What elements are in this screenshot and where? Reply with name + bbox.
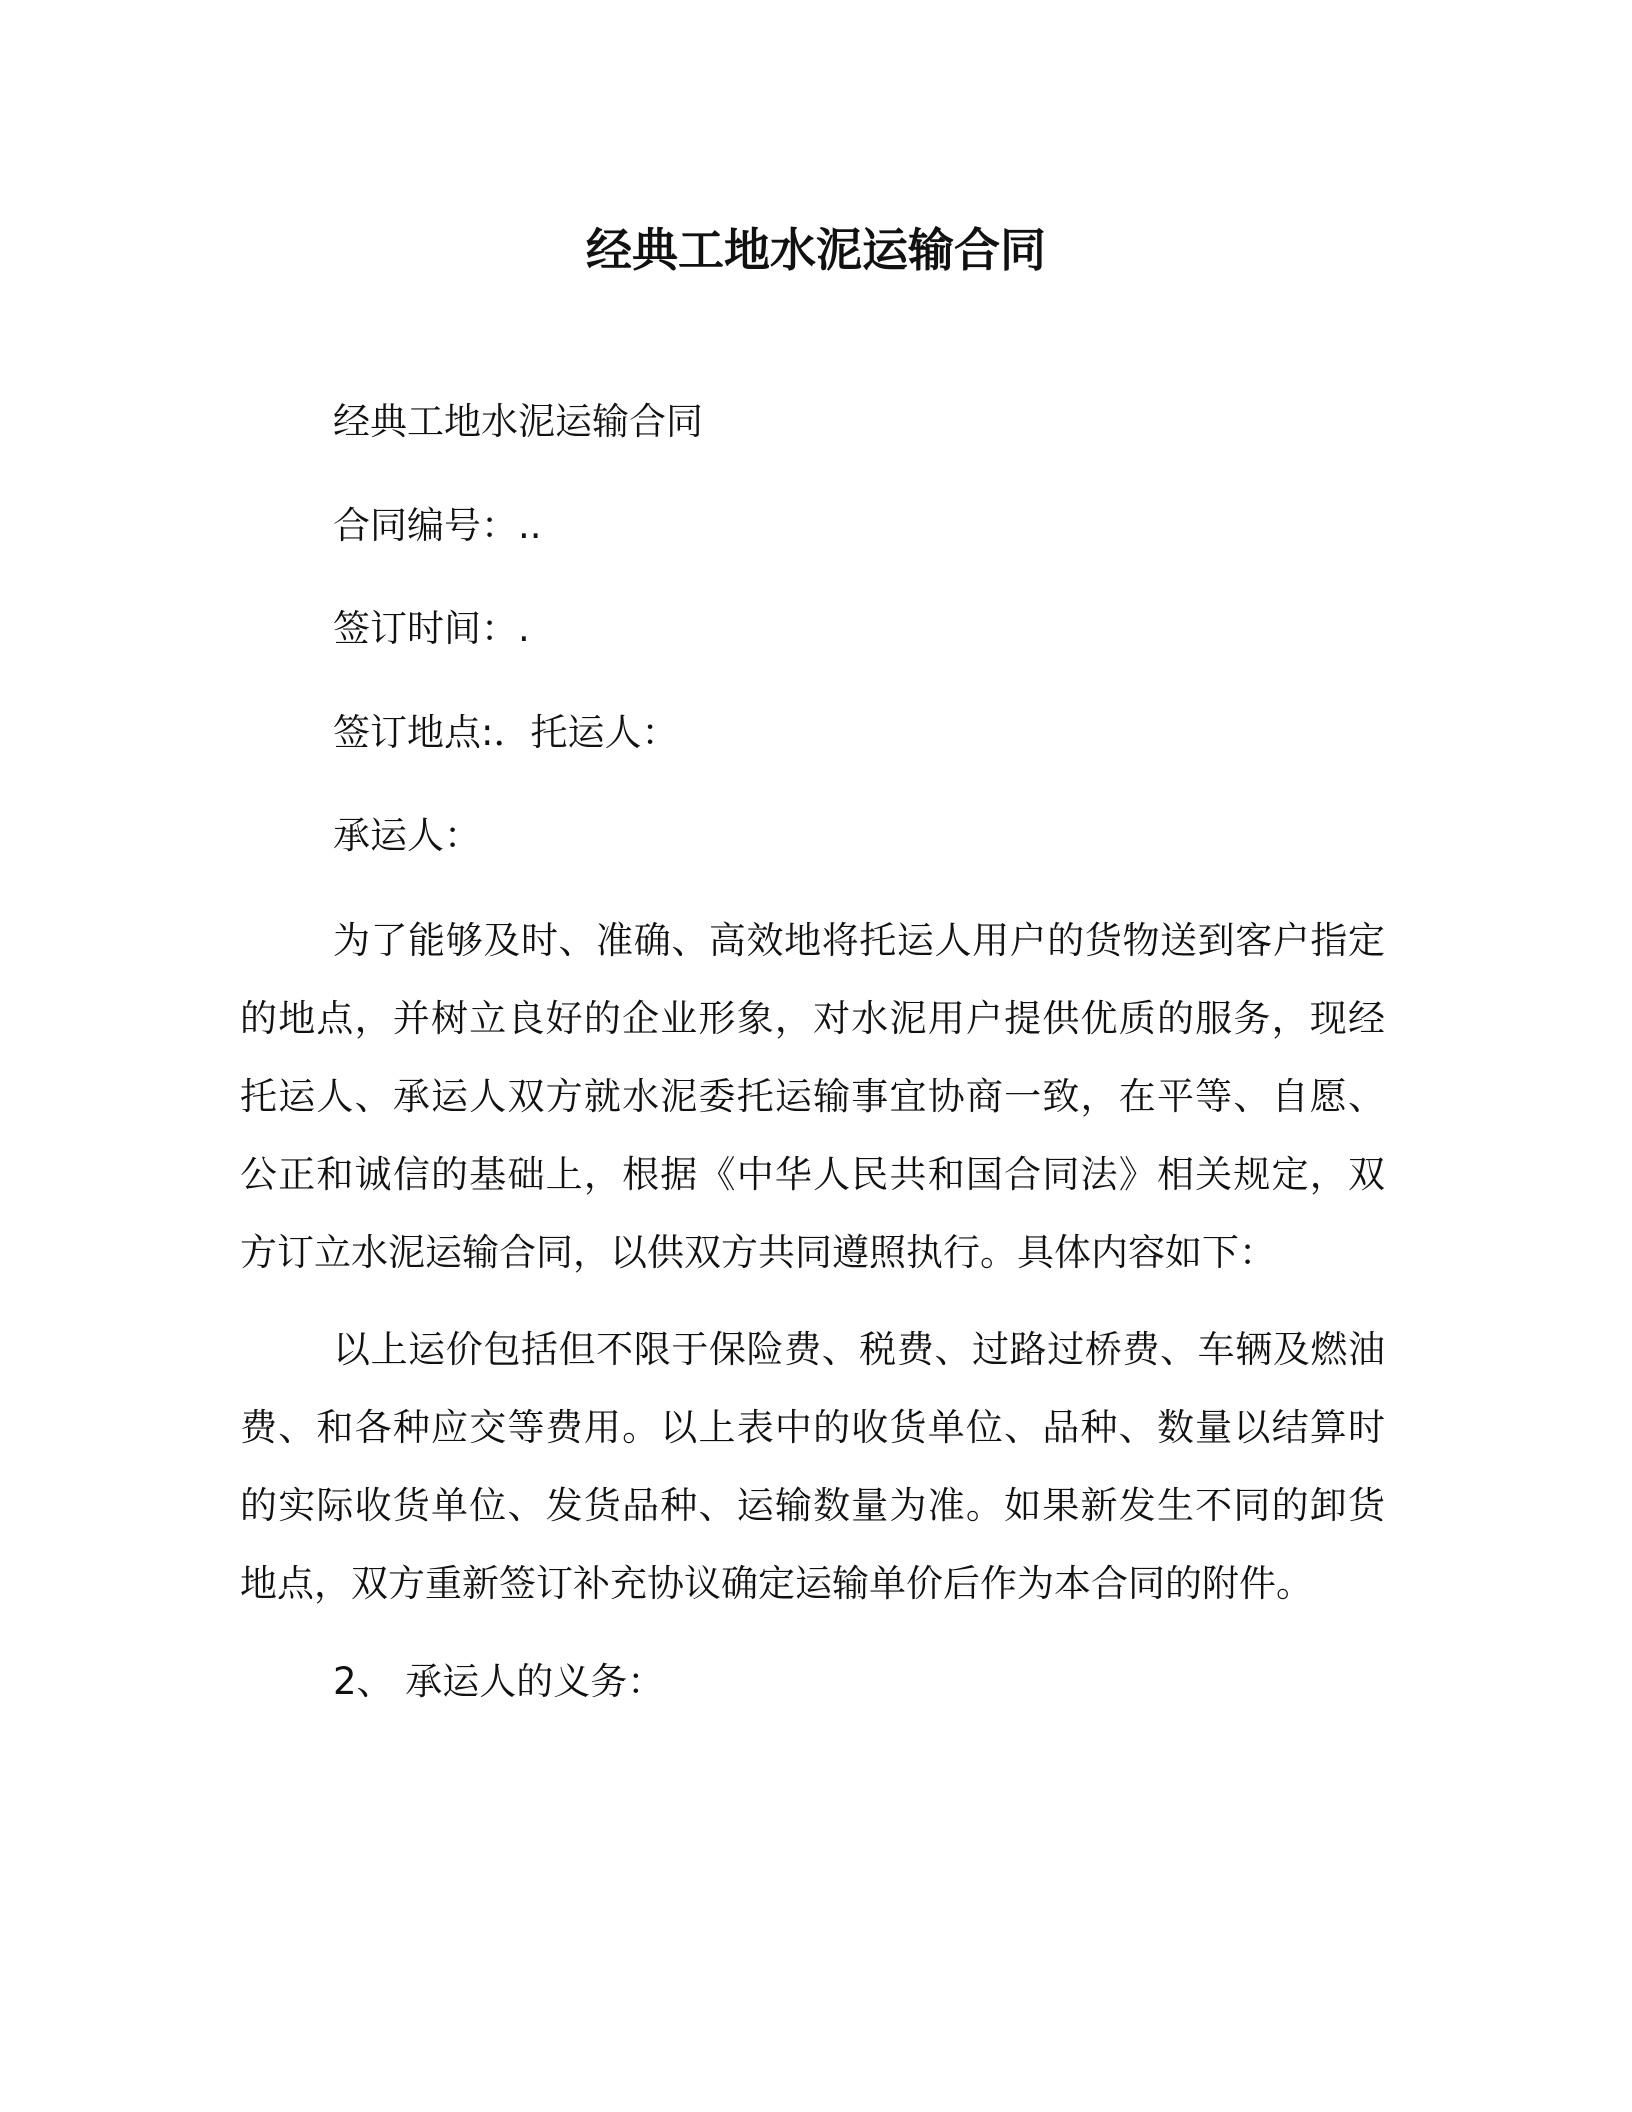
pricing-paragraph: 以上运价包括但不限于保险费、税费、过路过桥费、车辆及燃油费、和各种应交等费用。以上表中的收货单位、品种、数量以结算时的实际收货单位、发货品种、运输数量为准。如果新发生不同的卸货地点，双方重新签订补充协议确定运输单价后作为本合同的附件。 bbox=[240, 1328, 1385, 1605]
document-title: 经典工地水泥运输合同 bbox=[586, 223, 1046, 277]
carrier-line: 承运人： bbox=[333, 814, 481, 857]
contract-name-line: 经典工地水泥运输合同 bbox=[333, 400, 703, 443]
signing-time-line: 签订时间：. bbox=[333, 607, 530, 650]
contract-number-line: 合同编号：.. bbox=[333, 504, 542, 547]
section-heading-carrier-obligations: 2、 承运人的义务： bbox=[333, 1660, 665, 1703]
signing-place-consignor-line: 签订地点:．托运人： bbox=[333, 711, 679, 754]
intro-paragraph: 为了能够及时、准确、高效地将托运人用户的货物送到客户指定的地点，并树立良好的企业形象，对水泥用户提供优质的服务，现经托运人、承运人双方就水泥委托运输事宜协商一致，在平等、自愿、公正和诚信的基础上，根据《中华人民共和国合同法》相关规定，双方订立水泥运输合同，以供双方共同遵照执行。具体内容如下： bbox=[240, 919, 1385, 1274]
